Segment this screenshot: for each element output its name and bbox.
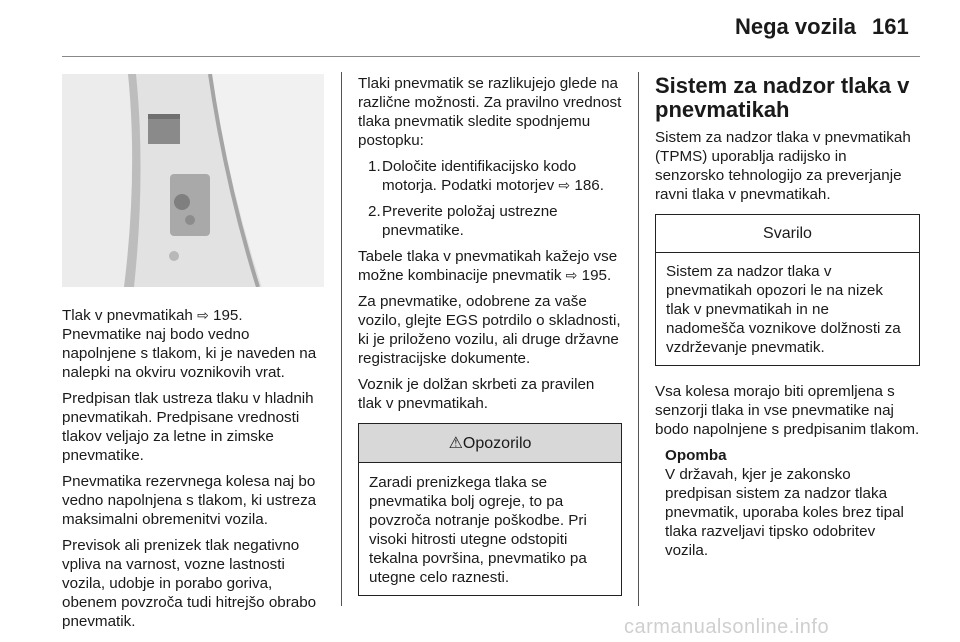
caution-body: Sistem za nadzor tlaka v pnevmatikah opozori le na nizek tlak v pnevmatikah in ne nadomešča voznikove dolžnosti za vzdrževanje pnevmatik.	[666, 263, 901, 356]
page-ref-link[interactable]: 195.	[581, 267, 612, 284]
warning-header	[359, 424, 621, 463]
car-door-pillar-illustration	[62, 74, 324, 287]
sensors-paragraph: Vsa kolesa morajo biti opremljena s senzorji tlaka in vse pnevmatike naj bodo napolnjene s predpisanim tlakom.	[655, 383, 920, 438]
page-number: 161	[872, 14, 909, 39]
warning-triangle-icon: ⚠	[448, 435, 463, 452]
page-ref-icon: ⇨	[558, 177, 571, 193]
page-ref-link[interactable]: 195.	[213, 307, 243, 324]
column-3	[655, 74, 920, 560]
list-item: 2. Preverite položaj ustrezne pnevmatike.	[368, 203, 558, 239]
watermark: carmanualsonline.info	[624, 616, 830, 638]
column-divider-2	[638, 72, 639, 606]
driver-duty-paragraph: Voznik je dolžan skrbeti za pravilen tlak v pnevmatikah.	[358, 376, 595, 412]
warning-title: Opozorilo	[462, 435, 532, 452]
page-ref-link[interactable]: 186.	[574, 177, 604, 194]
pressure-effects-paragraph: Previsok ali prenizek tlak negativno vpliva na varnost, vozne lastnosti vozila, udobje in porabo goriva, obenem povzroča tudi hitrejšo obrabo pnevmatik.	[62, 537, 317, 630]
note-block	[655, 446, 920, 560]
procedure-steps	[358, 157, 622, 240]
header-rule	[62, 56, 920, 57]
list-item: 1. Določite identifikacijsko kodo motorja. Podatki motorjev ⇨ 186.	[368, 158, 604, 194]
spare-tire-paragraph: Pnevmatika rezervnega kolesa naj bo vedno napolnjena s tlakom, ki ustreza maksimalni obremenitvi vozila.	[62, 473, 317, 528]
tables-paragraph: Tabele tlaka v pnevmatikah kažejo vse možne kombinacije pnevmatik ⇨ 195.	[358, 248, 618, 284]
caution-title: Svarilo	[656, 215, 919, 253]
page-header-title: Nega vozila	[735, 14, 857, 39]
warning-box	[358, 423, 622, 596]
caution-box	[655, 214, 920, 366]
tire-pressure-paragraph: Tlak v pnevmatikah ⇨ 195. Pnevmatike naj bodo vedno napolnjene s tlakom, ki je naveden na nalepki na okviru voznikovih vrat.	[62, 307, 317, 381]
warning-body: Zaradi prenizkega tlaka se pnevmatika bolj ogreje, to pa povzroča notranje poškodbe. Pri visoki hitrosti utegne odstopiti tekalna površina, pnevmatiko pa utegne celo raznesti.	[369, 474, 587, 586]
section-title: Sistem za nadzor tlaka v pnevmatikah	[655, 73, 910, 122]
approved-tires-paragraph: Za pnevmatike, odobrene za vaše vozilo, glejte EGS potrdilo o skladnosti, ki je priloženo vozilu, ali druge državne registracijske dokumente.	[358, 293, 621, 367]
page-ref-icon: ⇨	[197, 307, 209, 323]
note-title: Opomba	[665, 447, 727, 464]
note-body: V državah, kjer je zakonsko predpisan sistem za nadzor tlaka pnevmatik, uporaba koles brez tipal tlaka razveljavi tipsko odobritev vozila.	[665, 466, 904, 559]
column-divider-1	[341, 72, 342, 606]
column-1	[62, 74, 324, 638]
page-ref-icon: ⇨	[565, 267, 578, 283]
cold-tire-paragraph: Predpisan tlak ustreza tlaku v hladnih pnevmatikah. Predpisane vrednosti tlakov veljajo za letne in zimske pnevmatike.	[62, 390, 314, 464]
intro-paragraph: Tlaki pnevmatik se razlikujejo glede na različne možnosti. Za pravilno vrednost tlaka pnevmatik sledite spodnjemu postopku:	[358, 75, 622, 149]
column-2	[358, 74, 622, 596]
tpms-intro-paragraph: Sistem za nadzor tlaka v pnevmatikah (TPMS) uporablja radijsko in senzorsko tehnologijo za preverjanje ravni tlaka v pnevmatikah.	[655, 129, 911, 203]
